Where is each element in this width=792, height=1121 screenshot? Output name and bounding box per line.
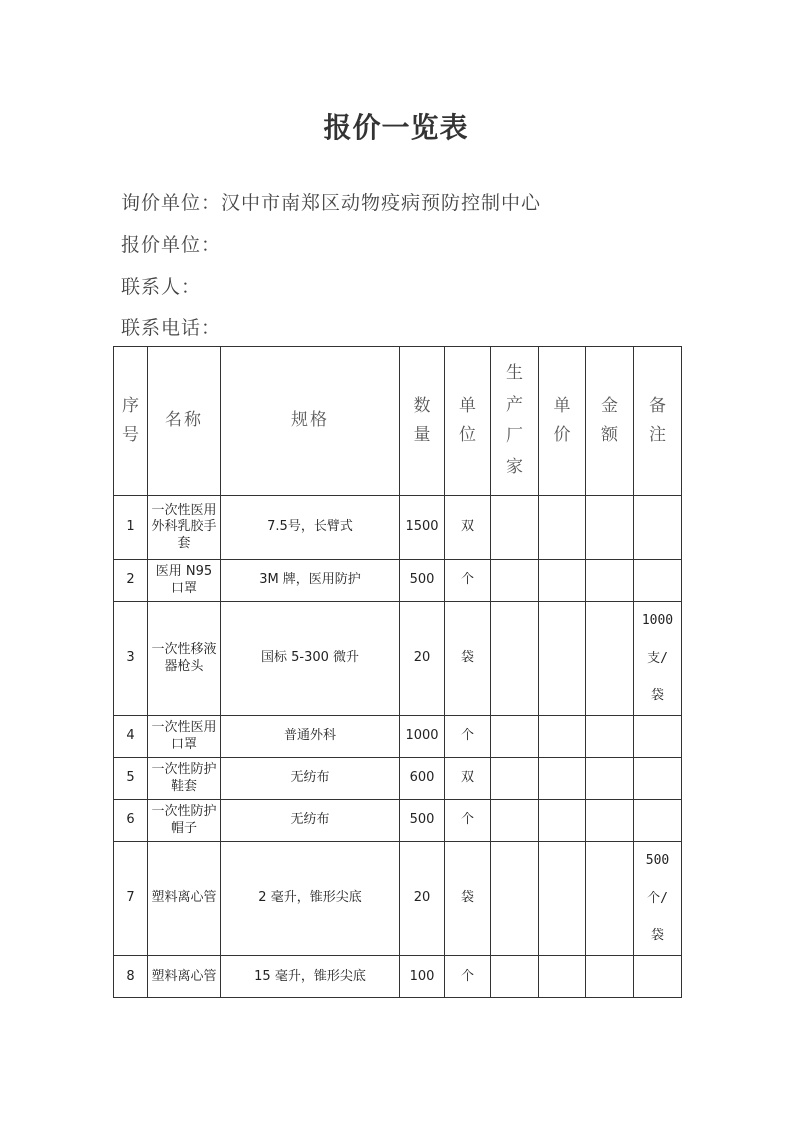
header-unit: 单位 <box>445 347 491 496</box>
table-row <box>114 956 682 998</box>
cell-qty: 20 <box>400 602 445 716</box>
cell-spec: 7.5号，长臂式 <box>221 496 400 560</box>
table-header-row <box>114 347 682 496</box>
quoting-unit-line: 报价单位： <box>121 234 222 256</box>
cell-qty: 1000 <box>400 716 445 758</box>
cell-seq: 4 <box>114 716 148 758</box>
cell-seq: 7 <box>114 842 148 956</box>
cell-note <box>634 716 682 758</box>
cell-seq: 6 <box>114 800 148 842</box>
cell-maker[interactable] <box>491 716 539 758</box>
cell-name: 一次性防护帽子 <box>148 800 221 842</box>
header-price: 单价 <box>539 347 586 496</box>
table-row <box>114 842 682 956</box>
contact-phone-line: 联系电话： <box>121 317 222 339</box>
header-seq: 序号 <box>114 347 148 496</box>
cell-spec: 国标 5-300 微升 <box>221 602 400 716</box>
cell-unit: 双 <box>445 758 491 800</box>
cell-amount[interactable] <box>586 602 634 716</box>
cell-seq: 2 <box>114 560 148 602</box>
cell-unit: 袋 <box>445 842 491 956</box>
cell-price[interactable] <box>539 496 586 560</box>
cell-name: 一次性医用外科乳胶手套 <box>148 496 221 560</box>
header-maker: 生产厂家 <box>491 347 539 496</box>
cell-price[interactable] <box>539 602 586 716</box>
cell-note <box>634 758 682 800</box>
cell-note <box>634 560 682 602</box>
cell-spec: 无纺布 <box>221 800 400 842</box>
cell-name: 塑料离心管 <box>148 842 221 956</box>
header-spec: 规格 <box>221 347 400 496</box>
cell-name: 塑料离心管 <box>148 956 221 998</box>
table-row <box>114 602 682 716</box>
quotation-table <box>113 346 682 998</box>
cell-qty: 100 <box>400 956 445 998</box>
cell-maker[interactable] <box>491 496 539 560</box>
cell-maker[interactable] <box>491 842 539 956</box>
cell-note <box>634 956 682 998</box>
header-amount: 金额 <box>586 347 634 496</box>
cell-qty: 1500 <box>400 496 445 560</box>
cell-spec: 15 毫升，锥形尖底 <box>221 956 400 998</box>
contact-person-line: 联系人： <box>121 276 202 298</box>
table-row <box>114 560 682 602</box>
cell-qty: 500 <box>400 800 445 842</box>
cell-spec: 3M 牌，医用防护 <box>221 560 400 602</box>
cell-name: 一次性移液器枪头 <box>148 602 221 716</box>
cell-price[interactable] <box>539 800 586 842</box>
cell-spec: 普通外科 <box>221 716 400 758</box>
cell-unit: 个 <box>445 800 491 842</box>
inquiry-unit-line: 询价单位：汉中市南郑区动物疫病预防控制中心 <box>121 192 542 214</box>
header-qty: 数量 <box>400 347 445 496</box>
header-name: 名称 <box>148 347 221 496</box>
cell-amount[interactable] <box>586 560 634 602</box>
cell-price[interactable] <box>539 758 586 800</box>
cell-amount[interactable] <box>586 956 634 998</box>
header-note: 备注 <box>634 347 682 496</box>
cell-price[interactable] <box>539 956 586 998</box>
cell-note <box>634 496 682 560</box>
cell-note <box>634 800 682 842</box>
cell-qty: 600 <box>400 758 445 800</box>
cell-name: 医用 N95 口罩 <box>148 560 221 602</box>
cell-maker[interactable] <box>491 800 539 842</box>
cell-maker[interactable] <box>491 758 539 800</box>
cell-spec: 2 毫升，锥形尖底 <box>221 842 400 956</box>
cell-unit: 个 <box>445 716 491 758</box>
table-row <box>114 800 682 842</box>
cell-amount[interactable] <box>586 496 634 560</box>
cell-maker[interactable] <box>491 602 539 716</box>
cell-name: 一次性防护鞋套 <box>148 758 221 800</box>
cell-maker[interactable] <box>491 560 539 602</box>
cell-amount[interactable] <box>586 800 634 842</box>
cell-seq: 1 <box>114 496 148 560</box>
cell-unit: 双 <box>445 496 491 560</box>
cell-maker[interactable] <box>491 956 539 998</box>
cell-note: 500个/袋 <box>634 842 682 956</box>
cell-price[interactable] <box>539 560 586 602</box>
table-row <box>114 716 682 758</box>
cell-amount[interactable] <box>586 716 634 758</box>
cell-price[interactable] <box>539 842 586 956</box>
cell-seq: 8 <box>114 956 148 998</box>
cell-unit: 袋 <box>445 602 491 716</box>
cell-seq: 3 <box>114 602 148 716</box>
cell-qty: 500 <box>400 560 445 602</box>
cell-unit: 个 <box>445 560 491 602</box>
cell-name: 一次性医用口罩 <box>148 716 221 758</box>
cell-amount[interactable] <box>586 842 634 956</box>
cell-unit: 个 <box>445 956 491 998</box>
cell-price[interactable] <box>539 716 586 758</box>
cell-qty: 20 <box>400 842 445 956</box>
page-title: 报价一览表 <box>323 111 469 144</box>
table-row <box>114 496 682 560</box>
table-row <box>114 758 682 800</box>
cell-spec: 无纺布 <box>221 758 400 800</box>
cell-amount[interactable] <box>586 758 634 800</box>
cell-seq: 5 <box>114 758 148 800</box>
cell-note: 1000支/袋 <box>634 602 682 716</box>
